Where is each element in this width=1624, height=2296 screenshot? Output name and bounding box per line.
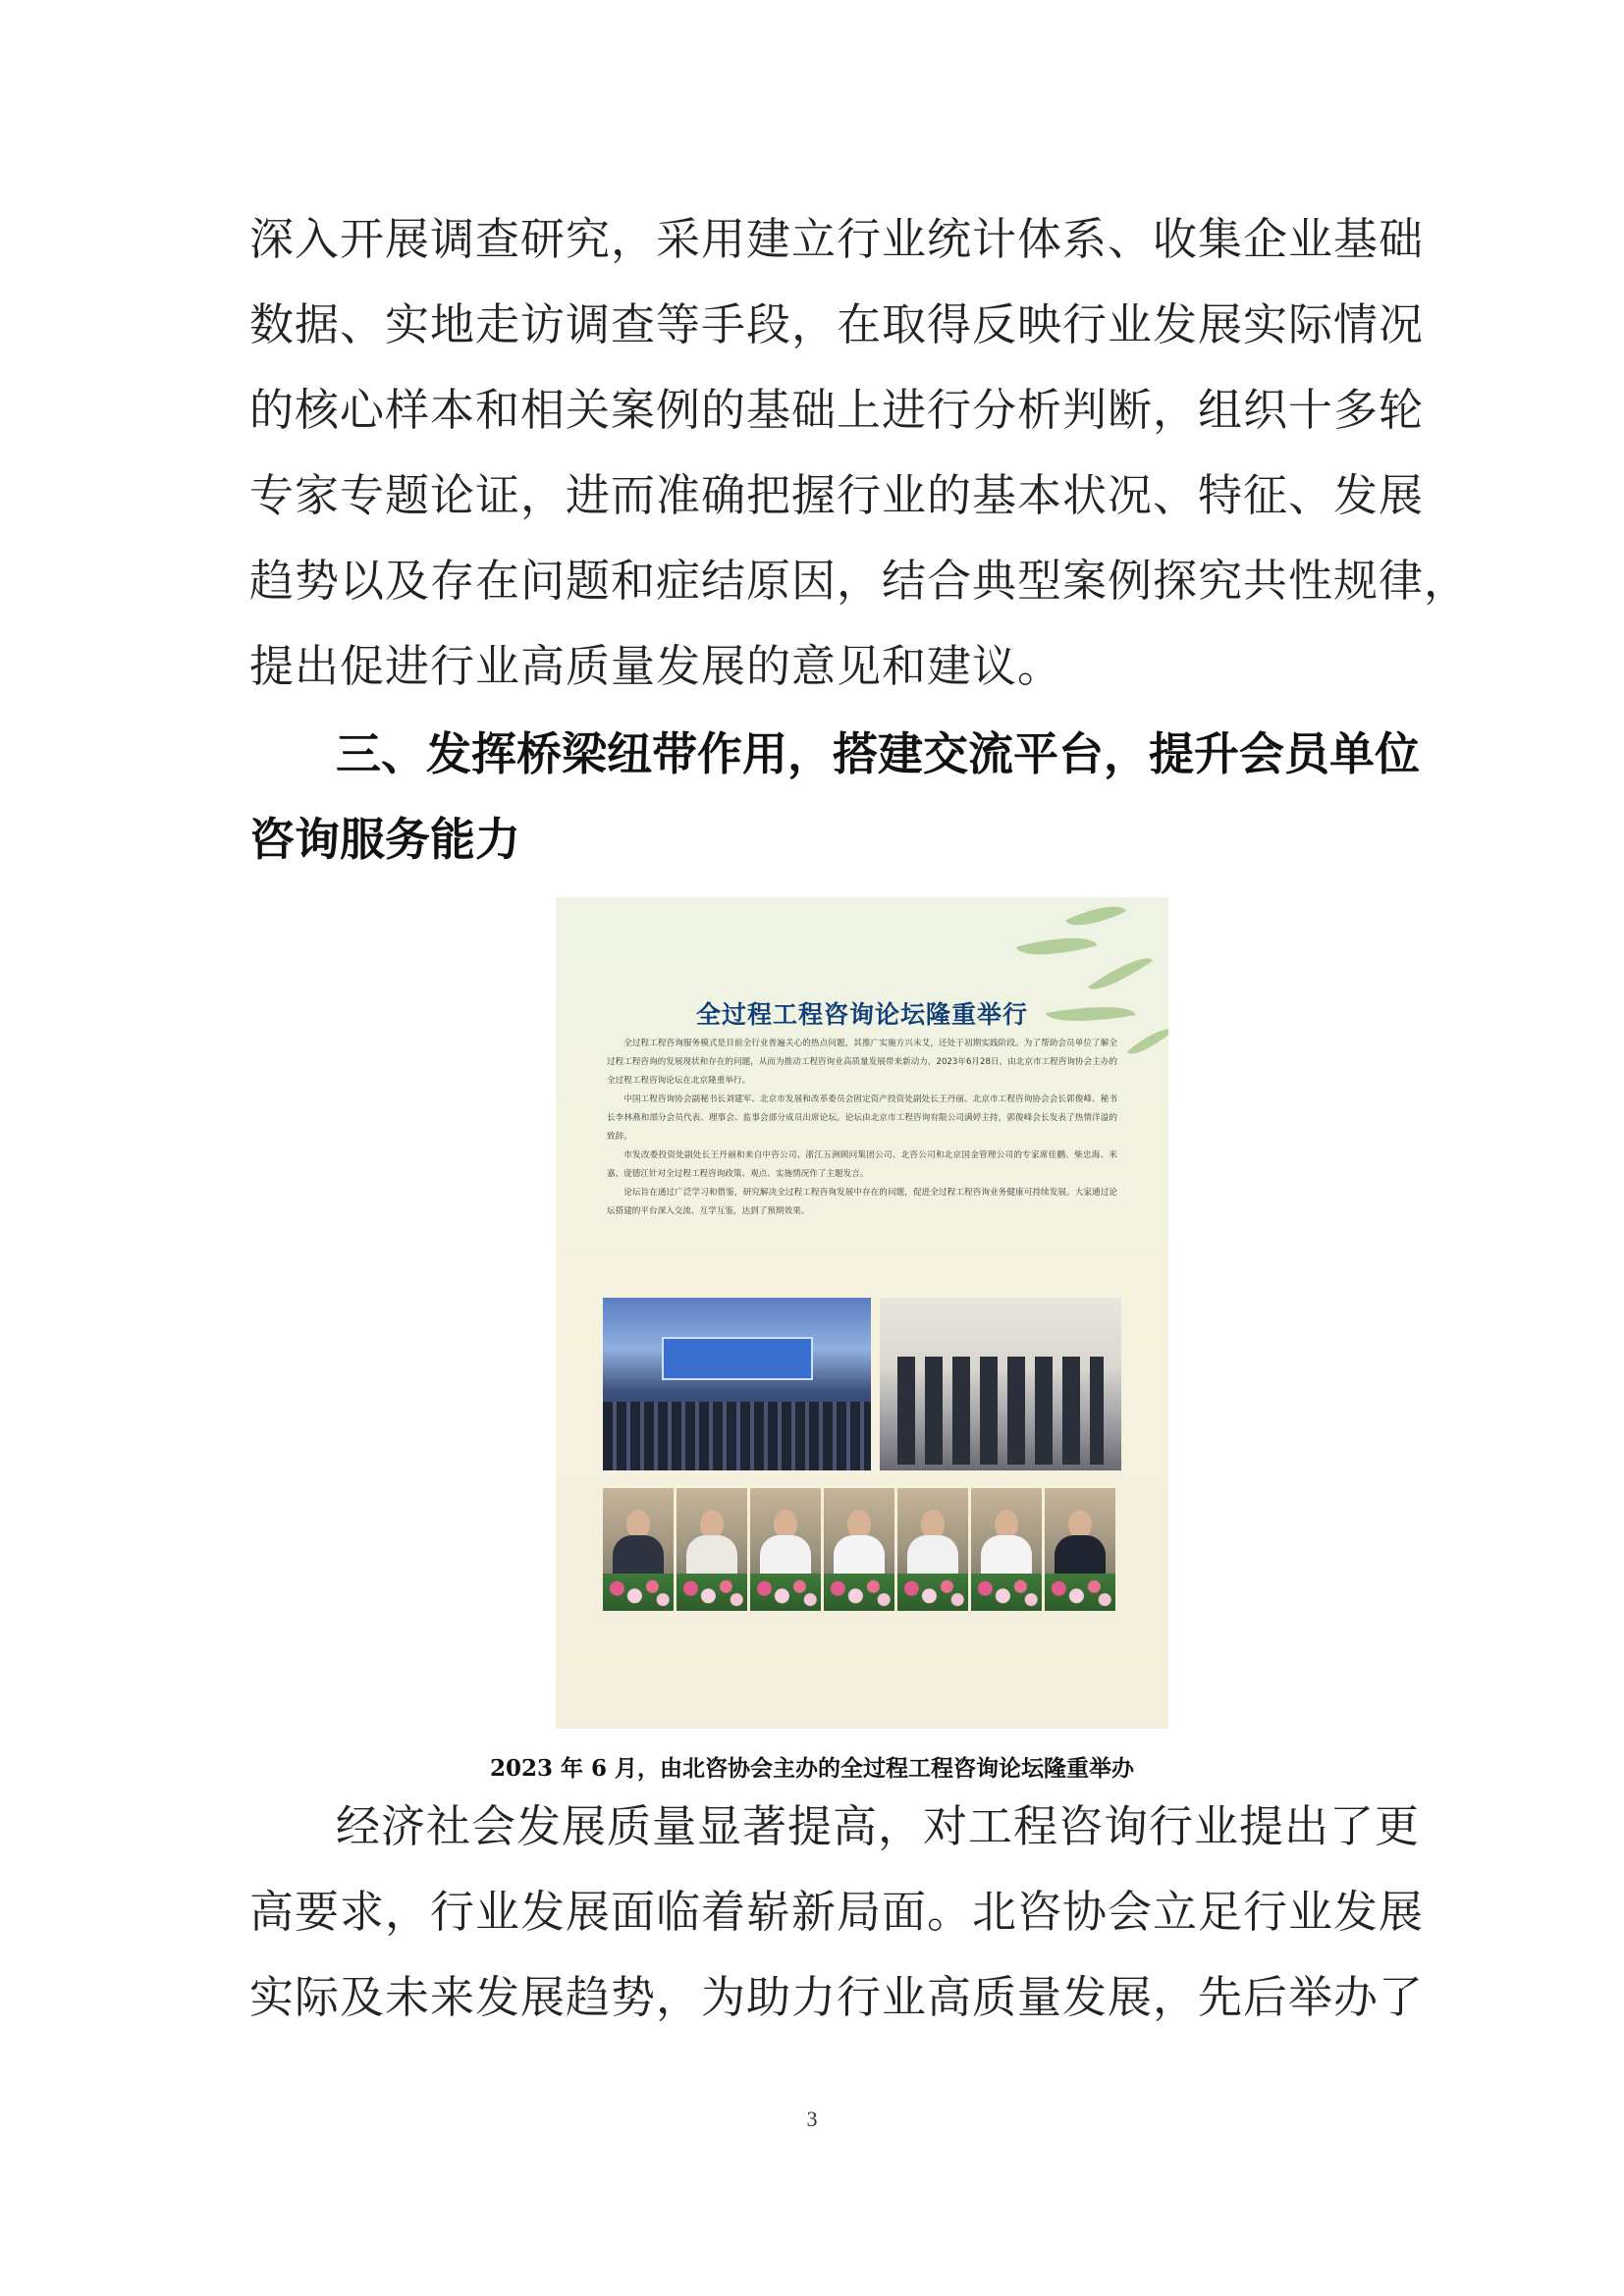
speaker-portrait (824, 1488, 894, 1611)
paragraph-line: 高要求，行业发展面临着崭新局面。北咨协会立足行业发展 (249, 1886, 1425, 1938)
poster-title: 全过程工程咨询论坛隆重举行 (695, 1000, 1028, 1029)
paragraph-line: 经济社会发展质量显著提高，对工程咨询行业提出了更 (336, 1800, 1421, 1852)
bamboo-leaf-decoration (1065, 897, 1126, 936)
image-caption: 2023 年 6 月，由北咨协会主办的全过程工程咨询论坛隆重举办 (489, 1755, 1135, 1782)
bamboo-leaf-decoration (1088, 947, 1154, 999)
poster-paragraph: 中国工程咨询协会副秘书长刘建军、北京市发展和改革委员会固定资产投资处副处长王丹丽、北京市工程咨询协会会长郭俊峰、秘书长李林燕和部分会员代表、理事会、监事会部分成员出席论坛。论坛由北京市工程咨询有限公司满婷主持，郭俊峰会长发表了热情洋溢的致辞。 (607, 1095, 1117, 1142)
section-heading-line-2: 咨询服务能力 (249, 813, 520, 866)
speaker-portrait (603, 1488, 674, 1611)
speaker-portrait (1045, 1488, 1115, 1611)
group-people (897, 1357, 1104, 1465)
forum-venue-photo (603, 1298, 871, 1470)
group-photo (880, 1298, 1121, 1470)
audience-rows (603, 1402, 871, 1470)
paragraph-line: 深入开展调查研究，采用建立行业统计体系、收集企业基础 (249, 213, 1425, 265)
paragraph-line: 的核心样本和相关案例的基础上进行分析判断，组织十多轮 (249, 384, 1425, 436)
poster-paragraph: 论坛旨在通过广泛学习和借鉴，研究解决全过程工程咨询发展中存在的问题，促进全过程工程咨询业务健康可持续发展。大家通过论坛搭建的平台深入交流、互学互鉴，达到了预期效果。 (607, 1188, 1117, 1216)
speaker-portrait (971, 1488, 1042, 1611)
poster-body (607, 1035, 1117, 1221)
paragraph-line: 数据、实地走访调查等手段，在取得反映行业发展实际情况 (249, 298, 1425, 350)
poster-paragraph: 市发改委投资处副处长王丹丽和来自中咨公司、浙江五洲顾问集团公司、北咨公司和北京国金管理公司的专家席佳鹏、柴忠海、米嘉、庞德江针对全过程工程咨询政策、观点、实施情况作了主题发言。 (607, 1150, 1117, 1179)
bamboo-leaf-decoration (1016, 927, 1097, 966)
poster-paragraph: 全过程工程咨询服务模式是目前全行业普遍关心的热点问题，其推广实施方兴未艾，还处于初期实践阶段。为了帮助会员单位了解全过程工程咨询的发展现状和存在的问题，从而为推动工程咨询业高质量发展带来新动力，2023年6月28日，由北京市工程咨询协会主办的全过程工程咨询论坛在北京隆重举行。 (607, 1039, 1117, 1086)
speaker-portrait (897, 1488, 968, 1611)
page-number: 3 (806, 2107, 818, 2131)
forum-poster-image (556, 897, 1168, 1729)
paragraph-line: 专家专题论证，进而准确把握行业的基本状况、特征、发展 (249, 469, 1425, 521)
speaker-portrait (750, 1488, 821, 1611)
paragraph-line: 提出促进行业高质量发展的意见和建议。 (249, 640, 1063, 692)
stage-screen (662, 1337, 813, 1380)
speaker-portrait (677, 1488, 747, 1611)
paragraph-line: 实际及未来发展趋势，为助力行业高质量发展，先后举办了 (249, 1971, 1425, 2023)
paragraph-line: 趋势以及存在问题和症结原因，结合典型案例探究共性规律， (249, 555, 1470, 607)
section-heading-line-1: 三、发挥桥梁纽带作用，搭建交流平台，提升会员单位 (336, 727, 1420, 780)
